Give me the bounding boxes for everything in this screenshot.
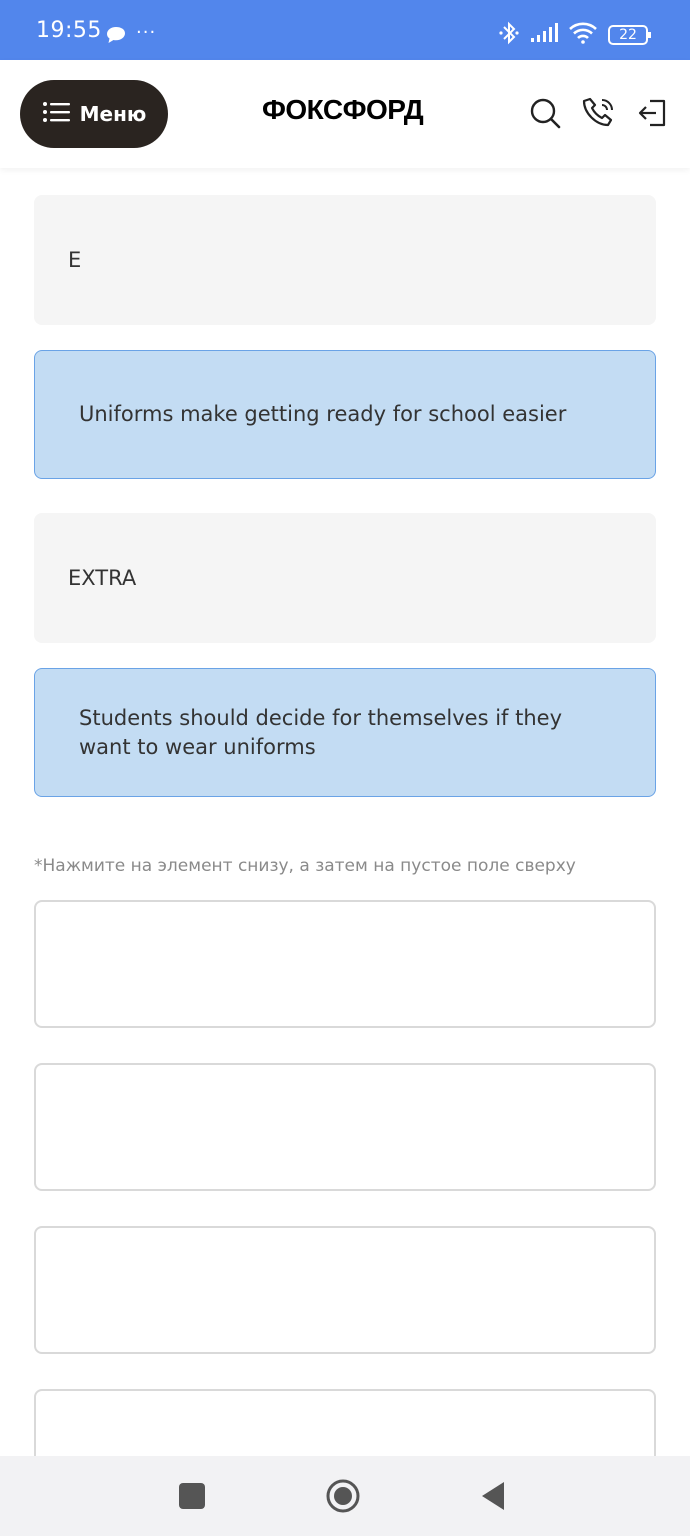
menu-button[interactable] — [20, 80, 168, 148]
option-card[interactable] — [34, 195, 656, 325]
task-content — [0, 168, 690, 1456]
battery-level: 22 — [619, 27, 637, 43]
back-icon[interactable] — [480, 1480, 506, 1516]
list-menu-icon — [42, 101, 70, 127]
answer-slot[interactable] — [34, 1063, 656, 1191]
search-icon[interactable] — [528, 96, 562, 130]
chat-bubble-icon — [106, 26, 126, 48]
option-text: Uniforms make getting ready for school easier — [79, 402, 567, 426]
answer-slot[interactable] — [34, 1389, 656, 1456]
answer-slot[interactable] — [34, 1226, 656, 1354]
status-icons — [498, 20, 652, 50]
status-bar — [0, 0, 690, 60]
battery-icon — [608, 24, 652, 46]
system-nav-bar — [0, 1456, 690, 1536]
signal-icon — [530, 23, 558, 47]
option-text: Students should decide for themselves if they want to wear uniforms — [79, 705, 563, 759]
status-time: 19:55 — [36, 18, 102, 43]
option-text: EXTRA — [68, 566, 137, 590]
bluetooth-icon — [498, 20, 520, 50]
foxford-logo[interactable]: ФОКСФОРД — [262, 94, 424, 125]
answer-slot[interactable] — [34, 900, 656, 1028]
wifi-icon — [568, 22, 598, 48]
option-card-selected[interactable] — [34, 668, 656, 797]
logout-icon[interactable] — [636, 96, 670, 130]
instruction-hint: *Нажмите на элемент снизу, а затем на пустое поле сверху — [34, 856, 576, 876]
status-more-dots: ··· — [136, 22, 157, 43]
home-icon[interactable] — [325, 1478, 361, 1518]
option-card-selected[interactable] — [34, 350, 656, 479]
recent-apps-icon[interactable] — [178, 1482, 206, 1514]
app-header — [0, 60, 690, 168]
menu-label: Меню — [79, 102, 147, 126]
option-text: E — [68, 248, 82, 272]
phone-icon[interactable] — [582, 96, 616, 130]
option-card[interactable] — [34, 513, 656, 643]
